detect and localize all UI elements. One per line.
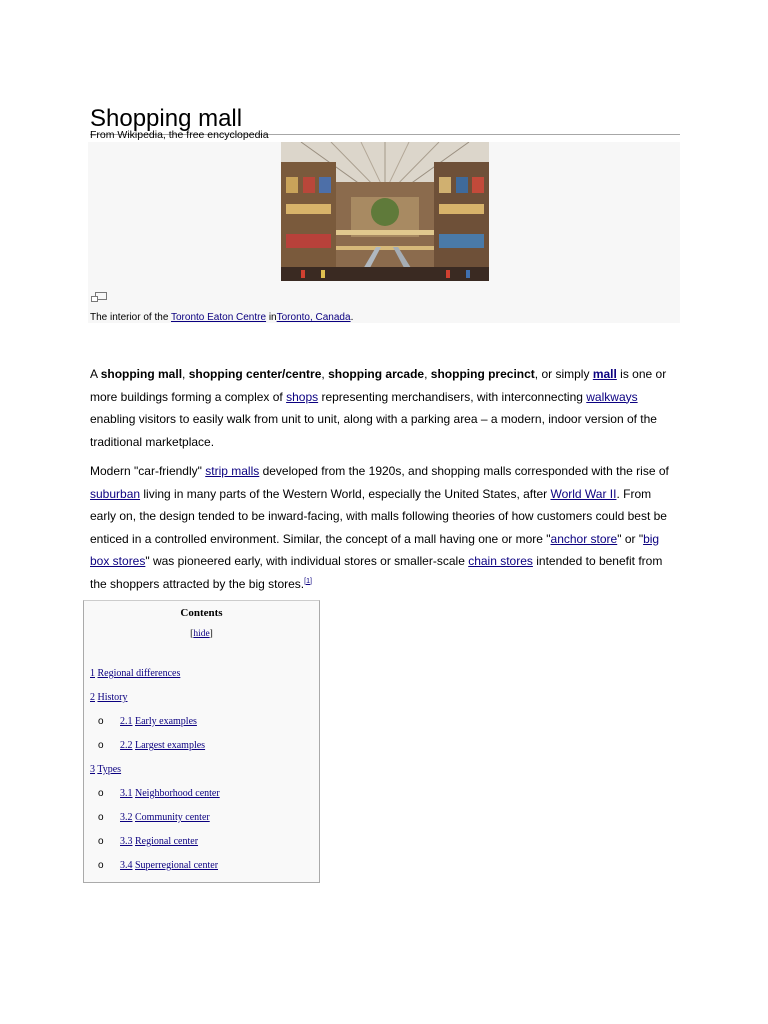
toc-item-types[interactable]	[90, 763, 121, 776]
chain-stores-link[interactable]: chain stores	[468, 554, 533, 568]
toc-title: Contents	[180, 607, 223, 619]
text: ,	[182, 367, 189, 381]
toc-label[interactable]: Regional differences	[97, 668, 181, 679]
bullet-icon: o	[98, 716, 104, 727]
bullet-icon: o	[98, 812, 104, 823]
toc-item-regional-differences[interactable]	[90, 667, 180, 680]
toc-number[interactable]: 3.3	[120, 836, 133, 847]
text: " was pioneered early, with individual stores or smaller-scale	[145, 554, 469, 568]
toc-number[interactable]: 2.1	[120, 716, 133, 727]
text: is one or more buildings forming a complex of	[90, 367, 667, 404]
text: " or "	[617, 531, 644, 546]
toc-number[interactable]: 2	[90, 692, 95, 703]
toc-label[interactable]: Community center	[135, 812, 210, 823]
suburban-link[interactable]: suburban	[90, 486, 141, 501]
toc-label[interactable]: Regional center	[135, 836, 199, 847]
toc-hide-toggle	[84, 628, 319, 640]
toronto-eaton-centre-link[interactable]: Toronto Eaton Centre	[170, 312, 267, 323]
anchor-store-link[interactable]: anchor store	[550, 531, 618, 546]
text: intended to benefit from the shoppers attracted by the big stores.	[90, 554, 663, 591]
bold-term: shopping precinct	[430, 367, 535, 381]
strip-malls-link[interactable]: strip malls	[205, 464, 260, 478]
text: , or simply	[534, 367, 593, 381]
toc-label[interactable]: Early examples	[135, 716, 197, 727]
toc-number[interactable]: 2.2	[120, 740, 133, 751]
text: Modern "car-friendly"	[90, 464, 206, 478]
text: ,	[424, 367, 431, 381]
toc-number[interactable]: 3.2	[120, 812, 133, 823]
bold-term: shopping center/centre	[188, 367, 322, 381]
bullet-icon: o	[98, 740, 104, 751]
figure-box	[88, 142, 680, 323]
toc-hide-link[interactable]: hide	[193, 629, 210, 639]
site-tagline: From Wikipedia, the free encyclopedia	[90, 129, 269, 141]
caption-text: The interior of the	[90, 312, 171, 323]
intro-paragraph	[90, 363, 670, 453]
toc-item-early-examples[interactable]	[120, 715, 197, 728]
text: enabling visitors to easily walk from unit to unit, along with a parking area – a modern, indoor version of the traditional marketplace.	[90, 412, 657, 449]
world-war-ii-link[interactable]: World War II	[550, 486, 617, 501]
text: ,	[321, 367, 329, 381]
text: developed from the 1920s, and shopping malls corresponded with the rise of	[259, 464, 669, 478]
toc-number[interactable]: 3	[90, 764, 95, 775]
text: . From early on, the design tended to be inward-facing, with malls following theories of how customers could best be enticed in a controlled environment. Similar, the concept of a mall having one or more "	[90, 486, 667, 546]
caption-text: in	[266, 312, 277, 323]
mall-link[interactable]: mall	[592, 367, 617, 381]
table-of-contents	[83, 600, 320, 883]
bracket: [	[190, 629, 194, 639]
toc-number[interactable]: 3.4	[120, 860, 133, 871]
toc-number[interactable]: 3.1	[120, 788, 133, 799]
big-box-stores-link[interactable]: big box stores	[90, 531, 660, 568]
caption-text: .	[350, 312, 354, 323]
history-paragraph	[90, 460, 670, 595]
toc-label[interactable]: Neighborhood center	[135, 788, 220, 799]
toc-item-regional-center[interactable]	[120, 835, 198, 848]
bold-term: shopping mall	[100, 367, 183, 381]
toc-label[interactable]: Types	[97, 764, 122, 775]
walkways-link[interactable]: walkways	[586, 389, 638, 404]
enlarge-icon[interactable]	[91, 290, 107, 302]
bullet-icon: o	[98, 860, 104, 871]
reference-link[interactable]: [1]	[304, 577, 312, 585]
mall-interior-photo[interactable]	[281, 142, 489, 281]
toc-item-neighborhood-center[interactable]	[120, 787, 220, 800]
text: living in many parts of the Western World, especially the United States, after	[140, 486, 551, 501]
toc-number[interactable]: 1	[90, 668, 95, 679]
bold-term: shopping arcade	[328, 367, 425, 381]
figure-caption	[90, 311, 353, 324]
toc-item-superregional-center[interactable]	[120, 859, 218, 872]
bullet-icon: o	[98, 836, 104, 847]
page-title: Shopping mall	[90, 104, 680, 135]
bullet-icon: o	[98, 788, 104, 799]
toc-label[interactable]: Superregional center	[135, 860, 219, 871]
text: A	[90, 367, 101, 381]
toc-label[interactable]: History	[97, 692, 128, 703]
toronto-canada-link[interactable]: Toronto, Canada	[276, 312, 351, 323]
toc-item-history[interactable]	[90, 691, 128, 704]
shops-link[interactable]: shops	[286, 389, 319, 404]
toc-item-largest-examples[interactable]	[120, 739, 205, 752]
toc-label[interactable]: Largest examples	[135, 740, 206, 751]
bracket: ]	[209, 629, 213, 639]
text: representing merchandisers, with interconnecting	[318, 389, 587, 404]
toc-item-community-center[interactable]	[120, 811, 210, 824]
